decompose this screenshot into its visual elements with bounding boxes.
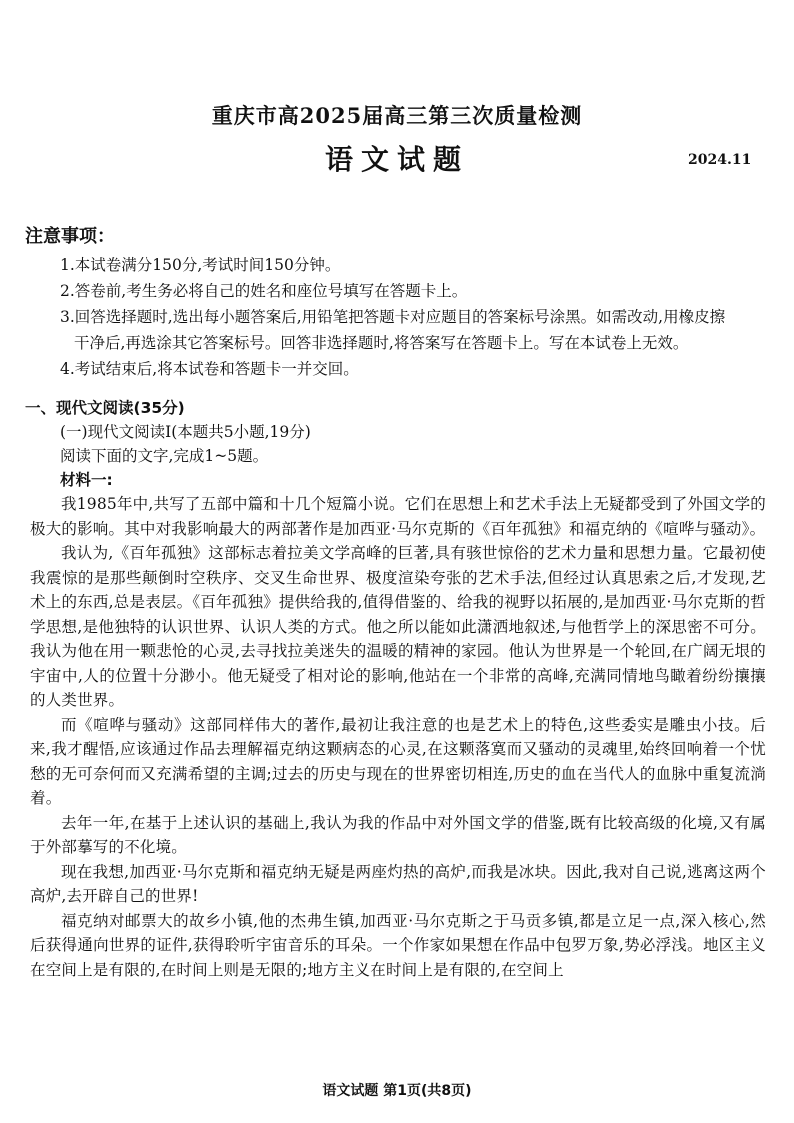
passage-paragraph: 福克纳对邮票大的故乡小镇,他的杰弗生镇,加西亚·马尔克斯之于马贡多镇,都是立足一点,深入核心,然后获得通向世界的证件,获得聆听宇宙音乐的耳朵。一个作家如果想在作品中包罗万象,势必浮浅。地区主义在空间上是有限的,在时间上则是无限的;地方主义在时间上是有限的,在空间上 (30, 911, 766, 979)
exam-title: 重庆市高2025届高三第三次质量检测 (211, 103, 583, 128)
notice-item: 1.本试卷满分150分,考试时间150分钟。 (60, 256, 341, 274)
notice-item: 干净后,再选涂其它答案标号。回答非选择题时,将答案写在答题卡上。写在本试卷上无效。 (74, 334, 689, 352)
exam-date: 2024.11 (688, 152, 752, 168)
passage-paragraph: 我1985年中,共写了五部中篇和十几个短篇小说。它们在思想上和艺术手法上无疑都受到了外国文学的极大的影响。其中对我影响最大的两部著作是加西亚·马尔克斯的《百年孤独》和福克纳的《喧哗与骚动》。 (30, 495, 766, 538)
reading-instruction: 阅读下面的文字,完成1~5题。 (60, 447, 269, 465)
page-footer: 语文试题 第1页(共8页) (322, 1083, 472, 1099)
passage-paragraph: 我认为,《百年孤独》这部标志着拉美文学高峰的巨著,具有骇世惊俗的艺术力量和思想力量。它最初使我震惊的是那些颠倒时空秩序、交叉生命世界、极度渲染夸张的艺术手法,但经过认真思索之后,才发现,艺术上的东西,总是表层。《百年孤独》提供给我的,值得借鉴的、给我的视野以拓展的,是加西亚·马尔克斯的哲学思想,是他独特的认识世界、认识人类的方式。他之所以能如此潇洒地叙述,与他哲学上的深思密不可分。我认为他在用一颗悲怆的心灵,去寻找拉美迷失的温暖的精神的家园。他认为世界是一个轮回,在广阔无垠的宇宙中,人的位置十分渺小。他无疑受了相对论的影响,他站在一个非常的高峰,充满同情地鸟瞰着纷纷攘攘的人类世界。 (30, 544, 766, 709)
passage-paragraph: 现在我想,加西亚·马尔克斯和福克纳无疑是两座灼热的高炉,而我是冰块。因此,我对自己说,逃离这两个高炉,去开辟自己的世界! (30, 862, 766, 905)
notice-item: 3.回答选择题时,选出每小题答案后,用铅笔把答题卡对应题目的答案标号涂黑。如需改动,用橡皮擦 (60, 308, 726, 326)
passage-body (30, 492, 766, 982)
notice-item: 2.答卷前,考生务必将自己的姓名和座位号填写在答题卡上。 (60, 282, 468, 300)
notice-heading: 注意事项： (25, 226, 115, 247)
material-label: 材料一: (60, 471, 113, 489)
section-subheading: (一)现代文阅读Ⅰ(本题共5小题,19分) (60, 423, 311, 441)
subject-title: 语文试题 (324, 143, 469, 176)
passage-paragraph: 而《喧哗与骚动》这部同样伟大的著作,最初让我注意的也是艺术上的特色,这些委实是雕虫小技。后来,我才醒悟,应该通过作品去理解福克纳这颗病态的心灵,在这颗落寞而又骚动的灵魂里,始终回响着一个忧愁的无可奈何而又充满希望的主调;过去的历史与现在的世界密切相连,历史的血在当代人的血脉中重复流淌着。 (30, 715, 766, 807)
passage-paragraph: 去年一年,在基于上述认识的基础上,我认为我的作品中对外国文学的借鉴,既有比较高级的化境,又有属于外部摹写的不化境。 (30, 813, 766, 856)
section-heading: 一、现代文阅读(35分) (25, 399, 185, 417)
notice-item: 4.考试结束后,将本试卷和答题卡一并交回。 (60, 360, 359, 378)
